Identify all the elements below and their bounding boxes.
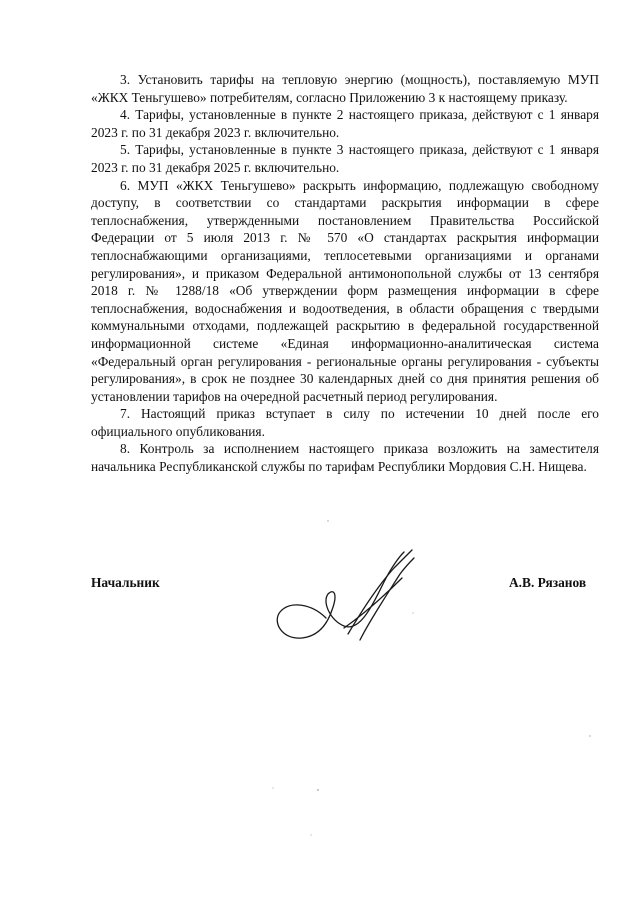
- paragraph-6: 6. МУП «ЖКХ Теньгушево» раскрыть информацию, подлежащую свободному доступу, в соответствии со стандартами раскрытия информации в сфере теплоснабжения, утвержденными постановлением Правительства Российской Федерации от 5 июля 2013 г. № 570 «О стандартах раскрытия информации теплоснабжающими организациями, теплосетевыми организациями и органами регулирования», и приказом Федеральной антимонопольной службы от 13 сентября 2018 г. № 1288/18 «Об утверждении форм размещения информации в сфере теплоснабжения, водоснабжения и водоотведения, в области обращения с твердыми коммунальными отходами, подлежащей раскрытию в федеральной государственной информационной системе «Единая информационно-аналитическая система «Федеральный орган регулирования - региональные органы регулирования - субъекты регулирования», в срок не позднее 30 календарных дней со дня принятия решения об установлении тарифов на очередной расчетный период регулирования.: [91, 177, 599, 404]
- paragraph-5: 5. Тарифы, установленные в пункте 3 настоящего приказа, действуют с 1 января 2023 г. по 31 декабря 2025 г. включительно.: [91, 142, 599, 175]
- signatory-title: Начальник: [91, 575, 160, 590]
- paragraph-4: 4. Тарифы, установленные в пункте 2 настоящего приказа, действуют с 1 января 2023 г. по 31 декабря 2023 г. включительно.: [91, 107, 599, 140]
- paragraph-7: 7. Настоящий приказ вступает в силу по истечении 10 дней после его официального опубликования.: [91, 406, 599, 439]
- signatory-name: А.В. Рязанов: [509, 575, 587, 590]
- paragraph-8: 8. Контроль за исполнением настоящего приказа возложить на заместителя начальника Республиканской службы по тарифам Республики Мордовия С.Н. Нищева.: [91, 441, 599, 475]
- paragraph-3: 3. Установить тарифы на тепловую энергию (мощность), поставляемую МУП «ЖКХ Теньгушево» потребителям, согласно Приложению 3 к настоящему приказу.: [91, 72, 599, 105]
